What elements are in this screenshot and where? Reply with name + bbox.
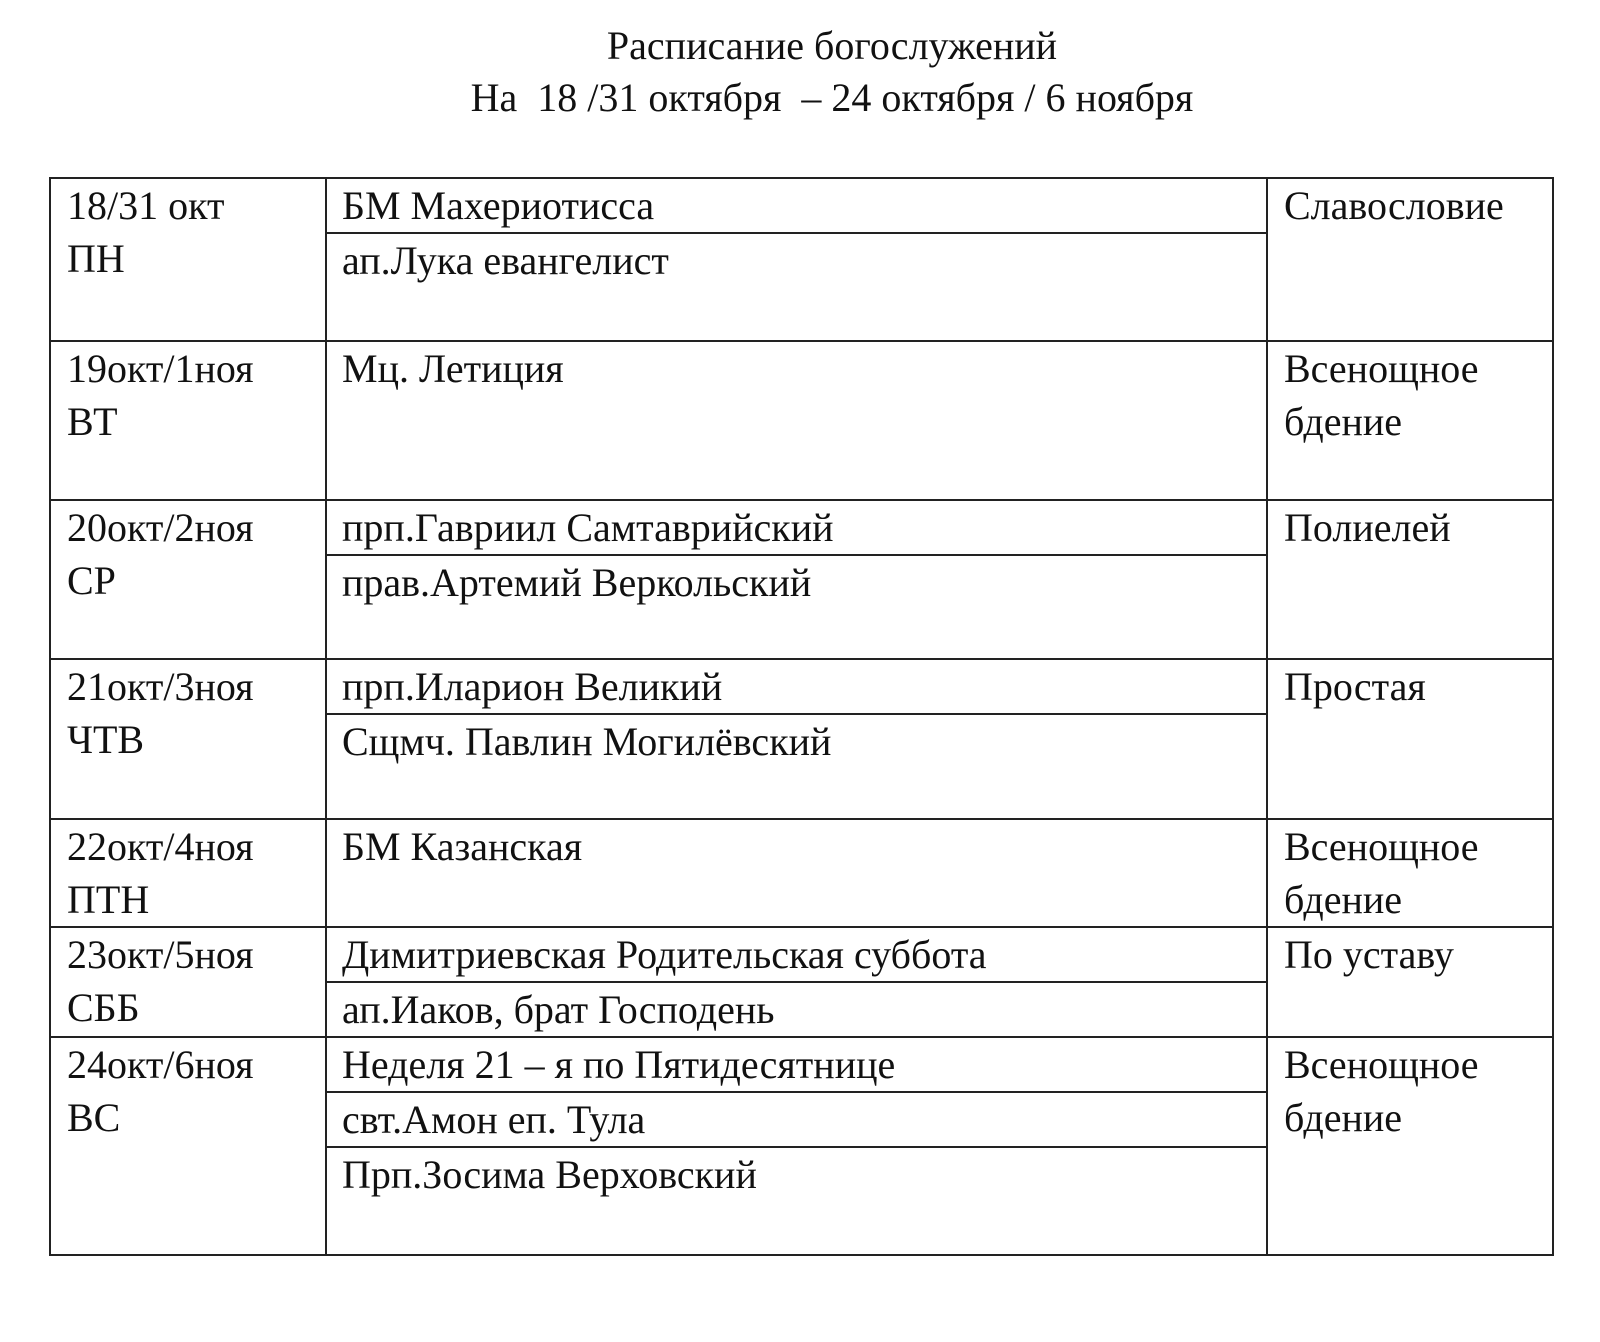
page-title: Расписание богослужений bbox=[606, 23, 1058, 68]
saint-entry: свт.Амон еп. Тула bbox=[327, 1091, 1266, 1146]
service-label: Всенощное bbox=[1284, 346, 1479, 391]
schedule-row bbox=[50, 341, 1553, 500]
service-label: Всенощное bbox=[1284, 824, 1479, 869]
schedule-row bbox=[50, 500, 1553, 659]
date-label: 21окт/3ноя bbox=[67, 664, 254, 709]
saint-entry: Прп.Зосима Верховский bbox=[327, 1146, 1266, 1201]
saint-entry: БМ Казанская bbox=[342, 824, 583, 869]
page-subtitle: На 18 /31 октября – 24 октября / 6 ноября bbox=[470, 75, 1194, 120]
weekday-label: ПТН bbox=[67, 877, 150, 922]
date-label: 20окт/2ноя bbox=[67, 505, 254, 550]
saint-entry: прп.Гавриил Самтаврийский bbox=[342, 505, 834, 550]
saints-cell bbox=[326, 927, 1267, 1037]
service-cell bbox=[1267, 500, 1553, 659]
service-cell bbox=[1267, 1037, 1553, 1255]
schedule-row bbox=[50, 178, 1553, 341]
date-cell bbox=[50, 1037, 326, 1255]
service-cell bbox=[1267, 341, 1553, 500]
service-cell bbox=[1267, 178, 1553, 341]
date-cell bbox=[50, 659, 326, 819]
service-cell bbox=[1267, 659, 1553, 819]
saint-entry: Мц. Летиция bbox=[342, 346, 564, 391]
saints-cell bbox=[326, 500, 1267, 659]
service-label: Славословие bbox=[1284, 183, 1504, 228]
date-cell bbox=[50, 341, 326, 500]
saint-entry: ап.Иаков, брат Господень bbox=[327, 981, 1266, 1036]
date-label: 22окт/4ноя bbox=[67, 824, 254, 869]
saints-cell bbox=[326, 341, 1267, 500]
service-label: Всенощное bbox=[1284, 1042, 1479, 1087]
service-label: бдение bbox=[1284, 877, 1403, 922]
saints-cell bbox=[326, 1037, 1267, 1255]
date-cell bbox=[50, 500, 326, 659]
date-cell bbox=[50, 819, 326, 927]
service-label: Полиелей bbox=[1284, 505, 1451, 550]
date-label: 18/31 окт bbox=[67, 183, 225, 228]
service-label: По уставу bbox=[1284, 932, 1454, 977]
weekday-label: ЧТВ bbox=[67, 717, 145, 762]
date-label: 19окт/1ноя bbox=[67, 346, 254, 391]
service-label: бдение bbox=[1284, 399, 1403, 444]
saint-entry: ап.Лука евангелист bbox=[327, 232, 1266, 287]
service-label: бдение bbox=[1284, 1095, 1403, 1140]
date-label: 24окт/6ноя bbox=[67, 1042, 254, 1087]
saint-entry: прав.Артемий Веркольский bbox=[327, 554, 1266, 609]
saint-entry: Неделя 21 – я по Пятидесятнице bbox=[342, 1042, 896, 1087]
schedule-row bbox=[50, 927, 1553, 1037]
schedule-row bbox=[50, 1037, 1553, 1255]
weekday-label: СР bbox=[67, 558, 116, 603]
weekday-label: ВТ bbox=[67, 399, 118, 444]
service-cell bbox=[1267, 819, 1553, 927]
saints-cell bbox=[326, 659, 1267, 819]
weekday-label: ВС bbox=[67, 1095, 121, 1140]
saints-cell bbox=[326, 819, 1267, 927]
date-label: 23окт/5ноя bbox=[67, 932, 254, 977]
weekday-label: СББ bbox=[67, 985, 140, 1030]
date-cell bbox=[50, 927, 326, 1037]
saints-cell bbox=[326, 178, 1267, 341]
saint-entry: прп.Иларион Великий bbox=[342, 664, 723, 709]
service-label: Простая bbox=[1284, 664, 1426, 709]
saint-entry: Сщмч. Павлин Могилёвский bbox=[327, 713, 1266, 768]
schedule-row bbox=[50, 659, 1553, 819]
weekday-label: ПН bbox=[67, 236, 125, 281]
date-cell bbox=[50, 178, 326, 341]
saint-entry: Димитриевская Родительская суббота bbox=[342, 932, 987, 977]
service-cell bbox=[1267, 927, 1553, 1037]
schedule-table bbox=[49, 177, 1554, 1256]
schedule-row bbox=[50, 819, 1553, 927]
saint-entry: БМ Махериотисса bbox=[342, 183, 655, 228]
